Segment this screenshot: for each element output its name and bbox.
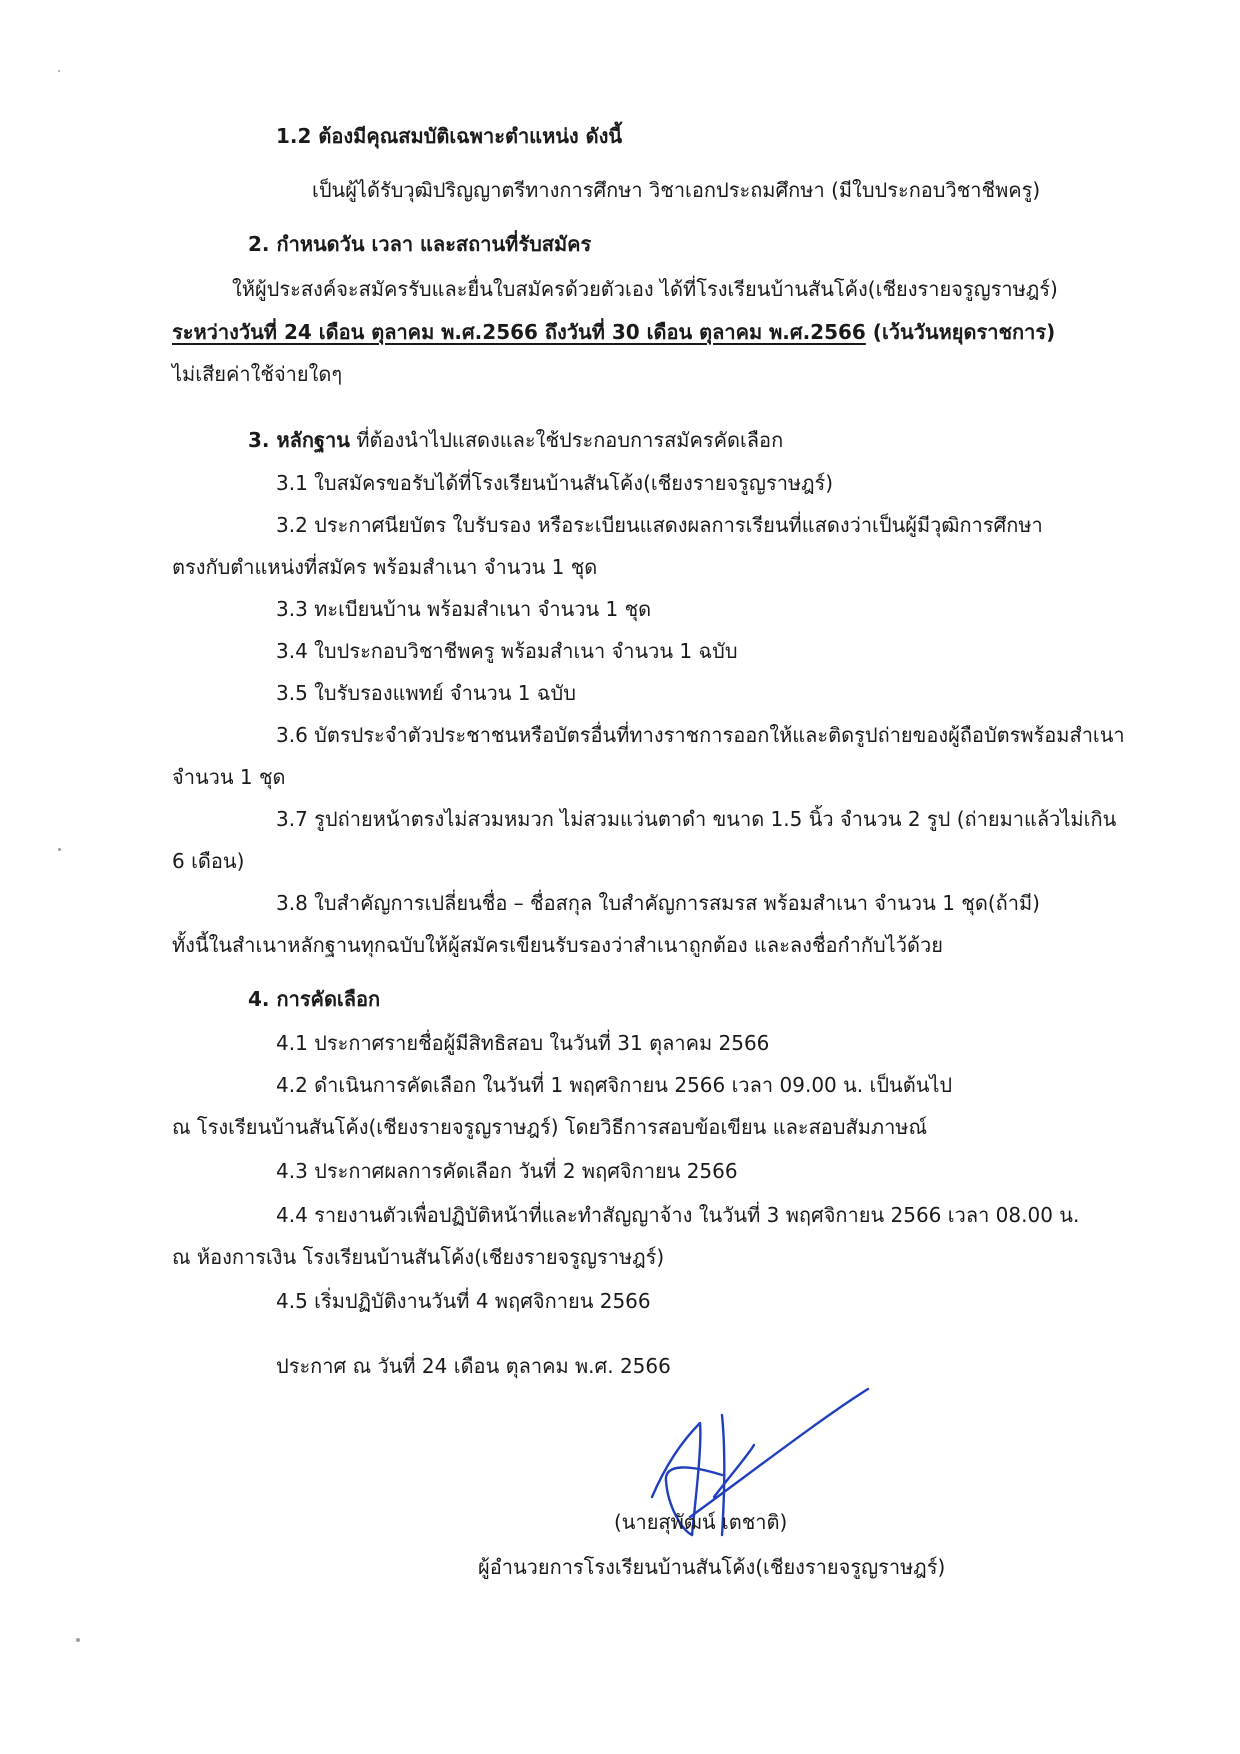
item-4-1: 4.1 ประกาศรายชื่อผู้มีสิทธิสอบ ในวันที่ 31 ตุลาคม 2566 <box>276 1031 770 1055</box>
section-3-heading <box>248 426 783 454</box>
section-1-2-heading: 1.2 ต้องมีคุณสมบัติเฉพาะตำแหน่ง ดังนี้ <box>276 124 623 148</box>
section-2-line-1: ให้ผู้ประสงค์จะสมัครรับและยื่นใบสมัครด้วยตัวเอง ได้ที่โรงเรียนบ้านสันโค้ง(เชียงรายจรูญราษฎร์) <box>232 277 1058 301</box>
scan-speck <box>76 1638 80 1642</box>
item-4-5: 4.5 เริ่มปฏิบัติงานวันที่ 4 พฤศจิกายน 2566 <box>276 1289 651 1313</box>
item-3-8: 3.8 ใบสำคัญการเปลี่ยนชื่อ – ชื่อสกุล ใบสำคัญการสมรส พร้อมสำเนา จำนวน 1 ชุด(ถ้ามี) <box>276 891 1040 915</box>
announcement-date: ประกาศ ณ วันที่ 24 เดือน ตุลาคม พ.ศ. 2566 <box>276 1354 671 1378</box>
section-2-heading: 2. กำหนดวัน เวลา และสถานที่รับสมัคร <box>248 232 592 256</box>
item-3-2-line-1: 3.2 ประกาศนียบัตร ใบรับรอง หรือระเบียนแสดงผลการเรียนที่แสดงว่าเป็นผู้มีวุฒิการศึกษา <box>276 513 1043 537</box>
signer-name: (นายสุพัฒน์ เตชาติ) <box>614 1510 788 1534</box>
section-2-line-2 <box>172 318 1055 346</box>
section-4-heading: 4. การคัดเลือก <box>248 987 381 1011</box>
application-period: ระหว่างวันที่ 24 เดือน ตุลาคม พ.ศ.2566 ถึงวันที่ 30 เดือน ตุลาคม พ.ศ.2566 <box>172 320 866 344</box>
item-3-6-line-2: จำนวน 1 ชุด <box>172 765 286 789</box>
section-1-2-text: เป็นผู้ได้รับวุฒิปริญญาตรีทางการศึกษา วิชาเอกประถมศึกษา (มีใบประกอบวิชาชีพครู) <box>312 178 1041 202</box>
item-4-3: 4.3 ประกาศผลการคัดเลือก วันที่ 2 พฤศจิกายน 2566 <box>276 1159 738 1183</box>
section-3-note: ทั้งนี้ในสำเนาหลักฐานทุกฉบับให้ผู้สมัครเขียนรับรองว่าสำเนาถูกต้อง และลงชื่อกำกับไว้ด้วย <box>172 933 943 957</box>
item-3-3: 3.3 ทะเบียนบ้าน พร้อมสำเนา จำนวน 1 ชุด <box>276 597 652 621</box>
section-2-line-3: ไม่เสียค่าใช้จ่ายใดๆ <box>172 362 343 386</box>
item-3-4: 3.4 ใบประกอบวิชาชีพครู พร้อมสำเนา จำนวน 1 ฉบับ <box>276 639 738 663</box>
item-3-7-line-1: 3.7 รูปถ่ายหน้าตรงไม่สวมหมวก ไม่สวมแว่นตาดำ ขนาด 1.5 นิ้ว จำนวน 2 รูป (ถ่ายมาแล้วไม่เกิน <box>276 807 1117 831</box>
holiday-note: (เว้นวันหยุดราชการ) <box>865 320 1056 344</box>
item-4-4-line-2: ณ ห้องการเงิน โรงเรียนบ้านสันโค้ง(เชียงรายจรูญราษฎร์) <box>172 1245 665 1269</box>
section-3-heading-rest: ที่ต้องนำไปแสดงและใช้ประกอบการสมัครคัดเลือก <box>349 428 784 452</box>
signer-title: ผู้อำนวยการโรงเรียนบ้านสันโค้ง(เชียงรายจรูญราษฎร์) <box>478 1555 946 1579</box>
item-3-5: 3.5 ใบรับรองแพทย์ จำนวน 1 ฉบับ <box>276 681 576 705</box>
item-4-2-line-2: ณ โรงเรียนบ้านสันโค้ง(เชียงรายจรูญราษฎร์) โดยวิธีการสอบข้อเขียน และสอบสัมภาษณ์ <box>172 1115 928 1139</box>
item-4-4-line-1: 4.4 รายงานตัวเพื่อปฏิบัติหน้าที่และทำสัญญาจ้าง ในวันที่ 3 พฤศจิกายน 2566 เวลา 08.00 น. <box>276 1203 1080 1227</box>
item-3-6-line-1: 3.6 บัตรประจำตัวประชาชนหรือบัตรอื่นที่ทางราชการออกให้และติดรูปถ่ายของผู้ถือบัตรพร้อมสำเนา <box>276 723 1125 747</box>
item-3-1: 3.1 ใบสมัครขอรับได้ที่โรงเรียนบ้านสันโค้ง(เชียงรายจรูญราษฎร์) <box>276 471 834 495</box>
scan-speck <box>58 70 60 72</box>
item-4-2-line-1: 4.2 ดำเนินการคัดเลือก ในวันที่ 1 พฤศจิกายน 2566 เวลา 09.00 น. เป็นต้นไป <box>276 1073 953 1097</box>
scan-speck <box>58 848 61 851</box>
item-3-2-line-2: ตรงกับตำแหน่งที่สมัคร พร้อมสำเนา จำนวน 1 ชุด <box>172 555 598 579</box>
item-3-7-line-2: 6 เดือน) <box>172 849 245 873</box>
section-3-heading-bold: 3. หลักฐาน <box>248 428 350 452</box>
